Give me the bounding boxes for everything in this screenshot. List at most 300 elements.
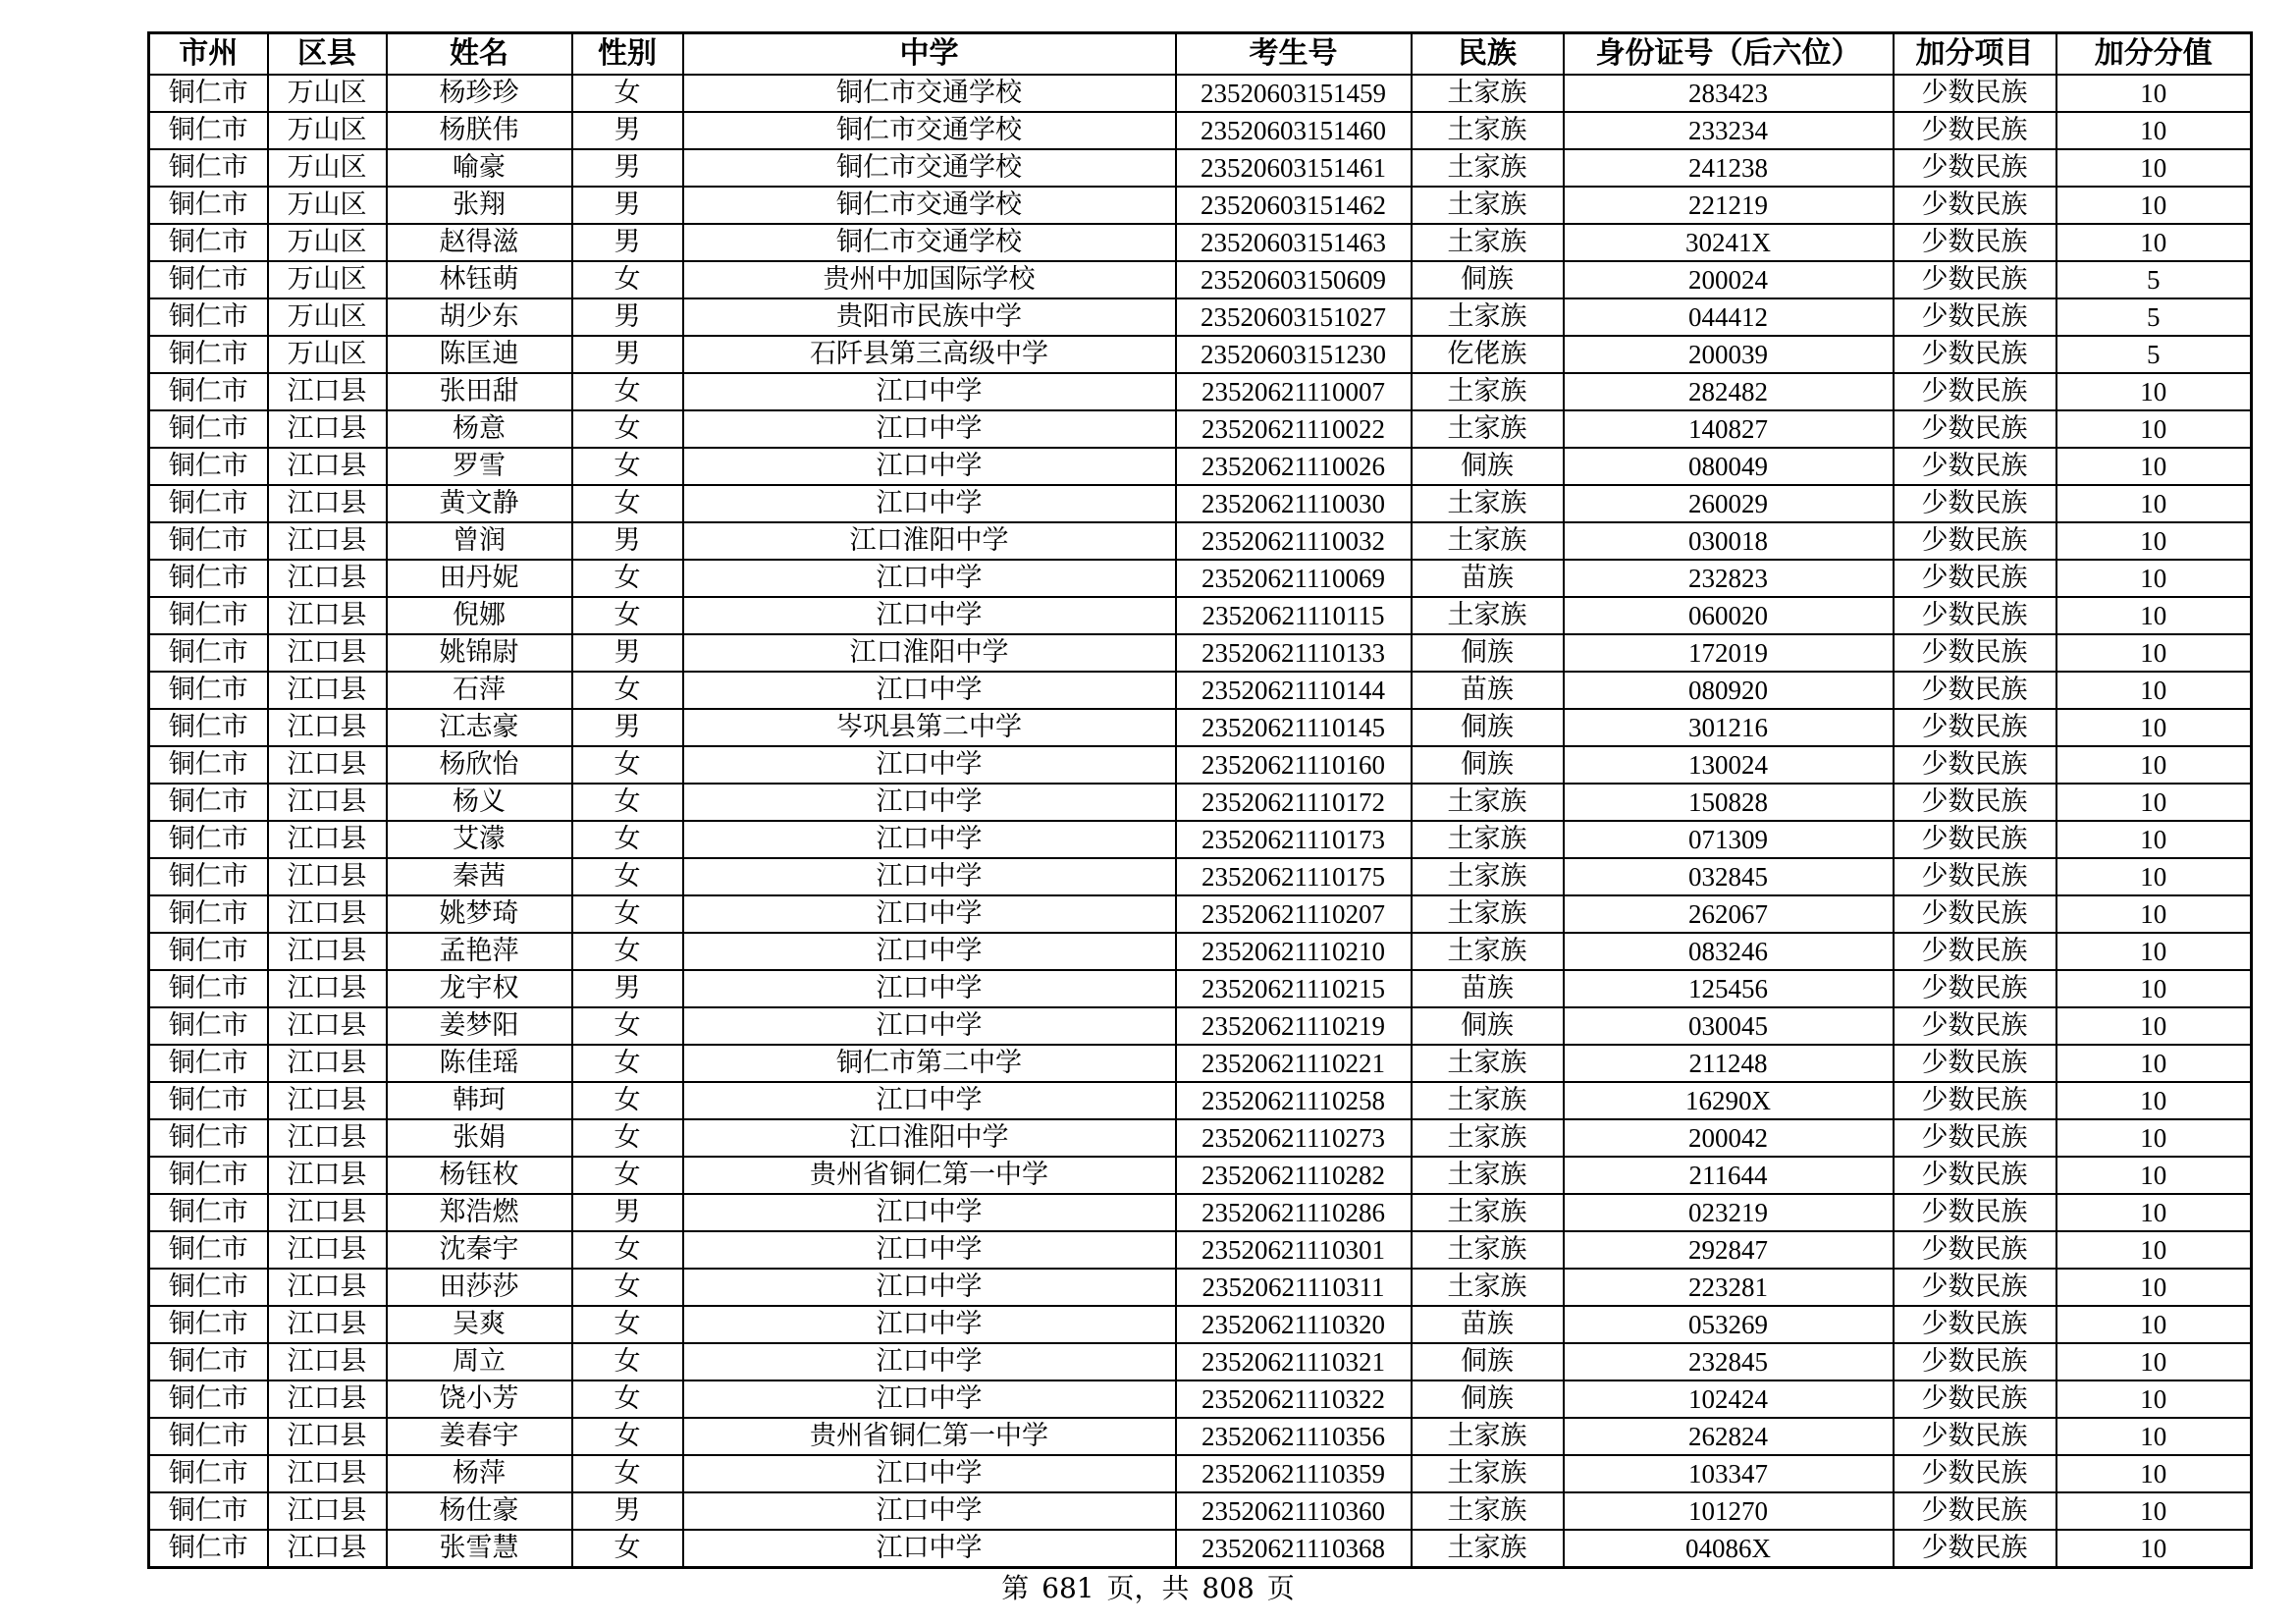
school-cell: 江口淮阳中学 [683, 1119, 1176, 1157]
name-cell: 赵得滋 [387, 224, 572, 261]
bonus-value-cell: 10 [2056, 1194, 2252, 1231]
table-row [149, 1082, 2252, 1119]
ethnicity-cell: 土家族 [1412, 187, 1564, 224]
page-number-footer: 第 681 页，共 808 页 [1001, 1572, 1295, 1604]
bonus-value-cell: 10 [2056, 1530, 2252, 1568]
name-cell: 杨朕伟 [387, 112, 572, 149]
ethnicity-cell: 土家族 [1412, 1119, 1564, 1157]
name-cell: 韩珂 [387, 1082, 572, 1119]
ethnicity-cell: 土家族 [1412, 821, 1564, 858]
city-cell: 铜仁市 [149, 112, 268, 149]
gender-cell: 女 [572, 1343, 683, 1380]
school-cell: 铜仁市第二中学 [683, 1045, 1176, 1082]
bonus-item-cell: 少数民族 [1894, 933, 2056, 970]
district-cell: 江口县 [268, 560, 387, 597]
district-cell: 江口县 [268, 373, 387, 410]
city-cell: 铜仁市 [149, 858, 268, 895]
city-cell: 铜仁市 [149, 560, 268, 597]
bonus-item-cell: 少数民族 [1894, 560, 2056, 597]
table-row [149, 933, 2252, 970]
bonus-item-cell: 少数民族 [1894, 1530, 2056, 1568]
district-cell: 江口县 [268, 821, 387, 858]
school-cell: 江口中学 [683, 1455, 1176, 1492]
table-row [149, 1306, 2252, 1343]
bonus-item-cell: 少数民族 [1894, 1082, 2056, 1119]
district-cell: 江口县 [268, 1082, 387, 1119]
school-cell: 江口中学 [683, 485, 1176, 522]
bonus-item-cell: 少数民族 [1894, 1306, 2056, 1343]
exam-number-cell: 23520621110172 [1176, 784, 1412, 821]
ethnicity-cell: 苗族 [1412, 560, 1564, 597]
table-row [149, 448, 2252, 485]
column-header-district: 区县 [268, 33, 387, 76]
city-cell: 铜仁市 [149, 597, 268, 634]
gender-cell: 女 [572, 895, 683, 933]
gender-cell: 男 [572, 187, 683, 224]
ethnicity-cell: 苗族 [1412, 672, 1564, 709]
bonus-value-cell: 10 [2056, 1045, 2252, 1082]
bonus-value-cell: 10 [2056, 1007, 2252, 1045]
school-cell: 铜仁市交通学校 [683, 187, 1176, 224]
name-cell: 石萍 [387, 672, 572, 709]
district-cell: 江口县 [268, 1380, 387, 1418]
exam-number-cell: 23520621110160 [1176, 746, 1412, 784]
id-last-six-cell: 044412 [1564, 298, 1894, 336]
bonus-item-cell: 少数民族 [1894, 1343, 2056, 1380]
ethnicity-cell: 土家族 [1412, 933, 1564, 970]
city-cell: 铜仁市 [149, 1007, 268, 1045]
bonus-value-cell: 10 [2056, 75, 2252, 112]
ethnicity-cell: 土家族 [1412, 895, 1564, 933]
id-last-six-cell: 060020 [1564, 597, 1894, 634]
table-row [149, 1418, 2252, 1455]
gender-cell: 女 [572, 672, 683, 709]
bonus-item-cell: 少数民族 [1894, 1492, 2056, 1530]
bonus-value-cell: 10 [2056, 187, 2252, 224]
exam-number-cell: 23520621110207 [1176, 895, 1412, 933]
ethnicity-cell: 土家族 [1412, 858, 1564, 895]
bonus-item-cell: 少数民族 [1894, 485, 2056, 522]
bonus-item-cell: 少数民族 [1894, 522, 2056, 560]
id-last-six-cell: 080049 [1564, 448, 1894, 485]
district-cell: 江口县 [268, 1492, 387, 1530]
table-row [149, 261, 2252, 298]
name-cell: 饶小芳 [387, 1380, 572, 1418]
bonus-value-cell: 10 [2056, 410, 2252, 448]
exam-number-cell: 23520621110069 [1176, 560, 1412, 597]
bonus-item-cell: 少数民族 [1894, 895, 2056, 933]
exam-number-cell: 23520621110359 [1176, 1455, 1412, 1492]
bonus-value-cell: 10 [2056, 672, 2252, 709]
bonus-value-cell: 10 [2056, 1380, 2252, 1418]
gender-cell: 女 [572, 1082, 683, 1119]
table-row [149, 522, 2252, 560]
name-cell: 田丹妮 [387, 560, 572, 597]
name-cell: 杨珍珍 [387, 75, 572, 112]
city-cell: 铜仁市 [149, 1231, 268, 1269]
name-cell: 杨萍 [387, 1455, 572, 1492]
id-last-six-cell: 200024 [1564, 261, 1894, 298]
district-cell: 万山区 [268, 261, 387, 298]
gender-cell: 男 [572, 709, 683, 746]
bonus-item-cell: 少数民族 [1894, 149, 2056, 187]
school-cell: 铜仁市交通学校 [683, 75, 1176, 112]
exam-number-cell: 23520621110321 [1176, 1343, 1412, 1380]
ethnicity-cell: 土家族 [1412, 149, 1564, 187]
gender-cell: 女 [572, 1418, 683, 1455]
id-last-six-cell: 130024 [1564, 746, 1894, 784]
gender-cell: 女 [572, 1045, 683, 1082]
bonus-value-cell: 10 [2056, 149, 2252, 187]
school-cell: 江口中学 [683, 1007, 1176, 1045]
school-cell: 江口中学 [683, 784, 1176, 821]
table-row [149, 1492, 2252, 1530]
ethnicity-cell: 侗族 [1412, 709, 1564, 746]
city-cell: 铜仁市 [149, 634, 268, 672]
gender-cell: 女 [572, 858, 683, 895]
city-cell: 铜仁市 [149, 187, 268, 224]
id-last-six-cell: 150828 [1564, 784, 1894, 821]
school-cell: 铜仁市交通学校 [683, 224, 1176, 261]
school-cell: 江口中学 [683, 970, 1176, 1007]
gender-cell: 女 [572, 75, 683, 112]
city-cell: 铜仁市 [149, 224, 268, 261]
gender-cell: 女 [572, 1269, 683, 1306]
column-header-bonus-item: 加分项目 [1894, 33, 2056, 76]
bonus-value-cell: 10 [2056, 448, 2252, 485]
exam-number-cell: 23520621110032 [1176, 522, 1412, 560]
ethnicity-cell: 土家族 [1412, 373, 1564, 410]
id-last-six-cell: 292847 [1564, 1231, 1894, 1269]
id-last-six-cell: 030018 [1564, 522, 1894, 560]
exam-number-cell: 23520603151027 [1176, 298, 1412, 336]
bonus-item-cell: 少数民族 [1894, 858, 2056, 895]
gender-cell: 女 [572, 746, 683, 784]
district-cell: 江口县 [268, 784, 387, 821]
ethnicity-cell: 土家族 [1412, 784, 1564, 821]
id-last-six-cell: 030045 [1564, 1007, 1894, 1045]
city-cell: 铜仁市 [149, 485, 268, 522]
gender-cell: 女 [572, 784, 683, 821]
id-last-six-cell: 200039 [1564, 336, 1894, 373]
bonus-item-cell: 少数民族 [1894, 1007, 2056, 1045]
exam-number-cell: 23520621110175 [1176, 858, 1412, 895]
city-cell: 铜仁市 [149, 784, 268, 821]
name-cell: 杨欣怡 [387, 746, 572, 784]
school-cell: 江口中学 [683, 858, 1176, 895]
name-cell: 张娟 [387, 1119, 572, 1157]
district-cell: 江口县 [268, 1007, 387, 1045]
table-row [149, 634, 2252, 672]
ethnicity-cell: 土家族 [1412, 1231, 1564, 1269]
exam-number-cell: 23520621110273 [1176, 1119, 1412, 1157]
exam-number-cell: 23520621110282 [1176, 1157, 1412, 1194]
exam-number-cell: 23520621110322 [1176, 1380, 1412, 1418]
exam-number-cell: 23520621110144 [1176, 672, 1412, 709]
school-cell: 江口中学 [683, 672, 1176, 709]
gender-cell: 女 [572, 410, 683, 448]
id-last-six-cell: 241238 [1564, 149, 1894, 187]
gender-cell: 女 [572, 597, 683, 634]
district-cell: 万山区 [268, 187, 387, 224]
bonus-value-cell: 10 [2056, 1082, 2252, 1119]
district-cell: 江口县 [268, 448, 387, 485]
exam-number-cell: 23520603150609 [1176, 261, 1412, 298]
table-row [149, 298, 2252, 336]
exam-number-cell: 23520621110145 [1176, 709, 1412, 746]
id-last-six-cell: 200042 [1564, 1119, 1894, 1157]
school-cell: 江口中学 [683, 933, 1176, 970]
bonus-item-cell: 少数民族 [1894, 336, 2056, 373]
column-header-id-last-six: 身份证号（后六位） [1564, 33, 1894, 76]
id-last-six-cell: 172019 [1564, 634, 1894, 672]
bonus-item-cell: 少数民族 [1894, 1455, 2056, 1492]
exam-number-cell: 23520621110133 [1176, 634, 1412, 672]
bonus-value-cell: 10 [2056, 933, 2252, 970]
city-cell: 铜仁市 [149, 410, 268, 448]
exam-number-cell: 23520621110311 [1176, 1269, 1412, 1306]
city-cell: 铜仁市 [149, 709, 268, 746]
district-cell: 江口县 [268, 522, 387, 560]
bonus-item-cell: 少数民族 [1894, 1045, 2056, 1082]
table-row [149, 746, 2252, 784]
bonus-points-table [147, 31, 2253, 1569]
name-cell: 龙宇权 [387, 970, 572, 1007]
school-cell: 江口中学 [683, 1530, 1176, 1568]
city-cell: 铜仁市 [149, 1418, 268, 1455]
column-header-city: 市州 [149, 33, 268, 76]
table-row [149, 75, 2252, 112]
district-cell: 江口县 [268, 672, 387, 709]
gender-cell: 男 [572, 149, 683, 187]
bonus-value-cell: 10 [2056, 224, 2252, 261]
table-row [149, 1119, 2252, 1157]
bonus-value-cell: 10 [2056, 1306, 2252, 1343]
bonus-value-cell: 10 [2056, 970, 2252, 1007]
name-cell: 郑浩燃 [387, 1194, 572, 1231]
bonus-item-cell: 少数民族 [1894, 784, 2056, 821]
district-cell: 江口县 [268, 597, 387, 634]
bonus-value-cell: 10 [2056, 746, 2252, 784]
ethnicity-cell: 侗族 [1412, 634, 1564, 672]
school-cell: 江口中学 [683, 448, 1176, 485]
id-last-six-cell: 282482 [1564, 373, 1894, 410]
bonus-value-cell: 10 [2056, 634, 2252, 672]
bonus-item-cell: 少数民族 [1894, 821, 2056, 858]
id-last-six-cell: 023219 [1564, 1194, 1894, 1231]
ethnicity-cell: 仡佬族 [1412, 336, 1564, 373]
table-row [149, 410, 2252, 448]
bonus-value-cell: 10 [2056, 485, 2252, 522]
bonus-item-cell: 少数民族 [1894, 75, 2056, 112]
table-row [149, 672, 2252, 709]
bonus-value-cell: 5 [2056, 336, 2252, 373]
district-cell: 万山区 [268, 336, 387, 373]
school-cell: 铜仁市交通学校 [683, 112, 1176, 149]
name-cell: 杨义 [387, 784, 572, 821]
exam-number-cell: 23520603151230 [1176, 336, 1412, 373]
ethnicity-cell: 土家族 [1412, 522, 1564, 560]
table-row [149, 1530, 2252, 1568]
name-cell: 杨钰枚 [387, 1157, 572, 1194]
name-cell: 姜梦阳 [387, 1007, 572, 1045]
bonus-item-cell: 少数民族 [1894, 1380, 2056, 1418]
city-cell: 铜仁市 [149, 75, 268, 112]
district-cell: 江口县 [268, 410, 387, 448]
bonus-item-cell: 少数民族 [1894, 1194, 2056, 1231]
exam-number-cell: 23520603151462 [1176, 187, 1412, 224]
table-row [149, 1007, 2252, 1045]
name-cell: 胡少东 [387, 298, 572, 336]
column-header-school: 中学 [683, 33, 1176, 76]
district-cell: 江口县 [268, 746, 387, 784]
city-cell: 铜仁市 [149, 895, 268, 933]
city-cell: 铜仁市 [149, 1194, 268, 1231]
name-cell: 张雪慧 [387, 1530, 572, 1568]
city-cell: 铜仁市 [149, 1380, 268, 1418]
district-cell: 江口县 [268, 858, 387, 895]
city-cell: 铜仁市 [149, 1492, 268, 1530]
name-cell: 姚锦尉 [387, 634, 572, 672]
city-cell: 铜仁市 [149, 1343, 268, 1380]
bonus-item-cell: 少数民族 [1894, 672, 2056, 709]
bonus-value-cell: 10 [2056, 1269, 2252, 1306]
table-row [149, 485, 2252, 522]
ethnicity-cell: 土家族 [1412, 112, 1564, 149]
exam-number-cell: 23520621110301 [1176, 1231, 1412, 1269]
table-row [149, 1157, 2252, 1194]
id-last-six-cell: 262067 [1564, 895, 1894, 933]
district-cell: 万山区 [268, 75, 387, 112]
city-cell: 铜仁市 [149, 1530, 268, 1568]
gender-cell: 男 [572, 970, 683, 1007]
exam-number-cell: 23520621110007 [1176, 373, 1412, 410]
gender-cell: 女 [572, 1231, 683, 1269]
district-cell: 万山区 [268, 224, 387, 261]
bonus-value-cell: 10 [2056, 597, 2252, 634]
table-row [149, 1269, 2252, 1306]
table-row [149, 1455, 2252, 1492]
gender-cell: 女 [572, 1119, 683, 1157]
school-cell: 江口中学 [683, 1343, 1176, 1380]
city-cell: 铜仁市 [149, 1455, 268, 1492]
name-cell: 黄文静 [387, 485, 572, 522]
ethnicity-cell: 侗族 [1412, 448, 1564, 485]
district-cell: 江口县 [268, 1269, 387, 1306]
gender-cell: 女 [572, 1306, 683, 1343]
bonus-value-cell: 10 [2056, 1418, 2252, 1455]
school-cell: 岑巩县第二中学 [683, 709, 1176, 746]
district-cell: 江口县 [268, 895, 387, 933]
exam-number-cell: 23520603151463 [1176, 224, 1412, 261]
school-cell: 江口中学 [683, 410, 1176, 448]
column-header-gender: 性别 [572, 33, 683, 76]
name-cell: 张翔 [387, 187, 572, 224]
ethnicity-cell: 土家族 [1412, 597, 1564, 634]
id-last-six-cell: 301216 [1564, 709, 1894, 746]
bonus-item-cell: 少数民族 [1894, 1269, 2056, 1306]
ethnicity-cell: 土家族 [1412, 224, 1564, 261]
gender-cell: 女 [572, 261, 683, 298]
school-cell: 江口中学 [683, 895, 1176, 933]
bonus-value-cell: 10 [2056, 1231, 2252, 1269]
school-cell: 江口中学 [683, 560, 1176, 597]
gender-cell: 男 [572, 1492, 683, 1530]
name-cell: 张田甜 [387, 373, 572, 410]
school-cell: 江口中学 [683, 746, 1176, 784]
name-cell: 江志豪 [387, 709, 572, 746]
district-cell: 江口县 [268, 1045, 387, 1082]
gender-cell: 男 [572, 522, 683, 560]
district-cell: 江口县 [268, 634, 387, 672]
ethnicity-cell: 土家族 [1412, 485, 1564, 522]
exam-number-cell: 23520621110286 [1176, 1194, 1412, 1231]
table-row [149, 597, 2252, 634]
bonus-item-cell: 少数民族 [1894, 410, 2056, 448]
city-cell: 铜仁市 [149, 970, 268, 1007]
school-cell: 贵州中加国际学校 [683, 261, 1176, 298]
bonus-item-cell: 少数民族 [1894, 597, 2056, 634]
city-cell: 铜仁市 [149, 1157, 268, 1194]
bonus-item-cell: 少数民族 [1894, 634, 2056, 672]
school-cell: 江口中学 [683, 1269, 1176, 1306]
name-cell: 陈佳瑶 [387, 1045, 572, 1082]
school-cell: 江口中学 [683, 597, 1176, 634]
school-cell: 江口淮阳中学 [683, 522, 1176, 560]
school-cell: 江口中学 [683, 1231, 1176, 1269]
gender-cell: 男 [572, 224, 683, 261]
id-last-six-cell: 125456 [1564, 970, 1894, 1007]
district-cell: 江口县 [268, 1418, 387, 1455]
city-cell: 铜仁市 [149, 1045, 268, 1082]
table-row [149, 895, 2252, 933]
exam-number-cell: 23520621110356 [1176, 1418, 1412, 1455]
name-cell: 罗雪 [387, 448, 572, 485]
gender-cell: 女 [572, 485, 683, 522]
district-cell: 万山区 [268, 149, 387, 187]
table-row [149, 149, 2252, 187]
gender-cell: 男 [572, 298, 683, 336]
id-last-six-cell: 232845 [1564, 1343, 1894, 1380]
id-last-six-cell: 233234 [1564, 112, 1894, 149]
gender-cell: 男 [572, 1194, 683, 1231]
bonus-item-cell: 少数民族 [1894, 448, 2056, 485]
name-cell: 姜春宇 [387, 1418, 572, 1455]
gender-cell: 男 [572, 336, 683, 373]
id-last-six-cell: 232823 [1564, 560, 1894, 597]
table-row [149, 1194, 2252, 1231]
bonus-value-cell: 10 [2056, 560, 2252, 597]
school-cell: 江口中学 [683, 1306, 1176, 1343]
school-cell: 贵州省铜仁第一中学 [683, 1418, 1176, 1455]
ethnicity-cell: 土家族 [1412, 1045, 1564, 1082]
city-cell: 铜仁市 [149, 1082, 268, 1119]
school-cell: 江口中学 [683, 373, 1176, 410]
table-row [149, 970, 2252, 1007]
city-cell: 铜仁市 [149, 672, 268, 709]
bonus-item-cell: 少数民族 [1894, 1231, 2056, 1269]
exam-number-cell: 23520621110360 [1176, 1492, 1412, 1530]
name-cell: 秦茜 [387, 858, 572, 895]
bonus-value-cell: 10 [2056, 784, 2252, 821]
name-cell: 艾濛 [387, 821, 572, 858]
table-row [149, 709, 2252, 746]
exam-number-cell: 23520621110215 [1176, 970, 1412, 1007]
bonus-item-cell: 少数民族 [1894, 298, 2056, 336]
district-cell: 江口县 [268, 1343, 387, 1380]
exam-number-cell: 23520621110221 [1176, 1045, 1412, 1082]
gender-cell: 女 [572, 821, 683, 858]
